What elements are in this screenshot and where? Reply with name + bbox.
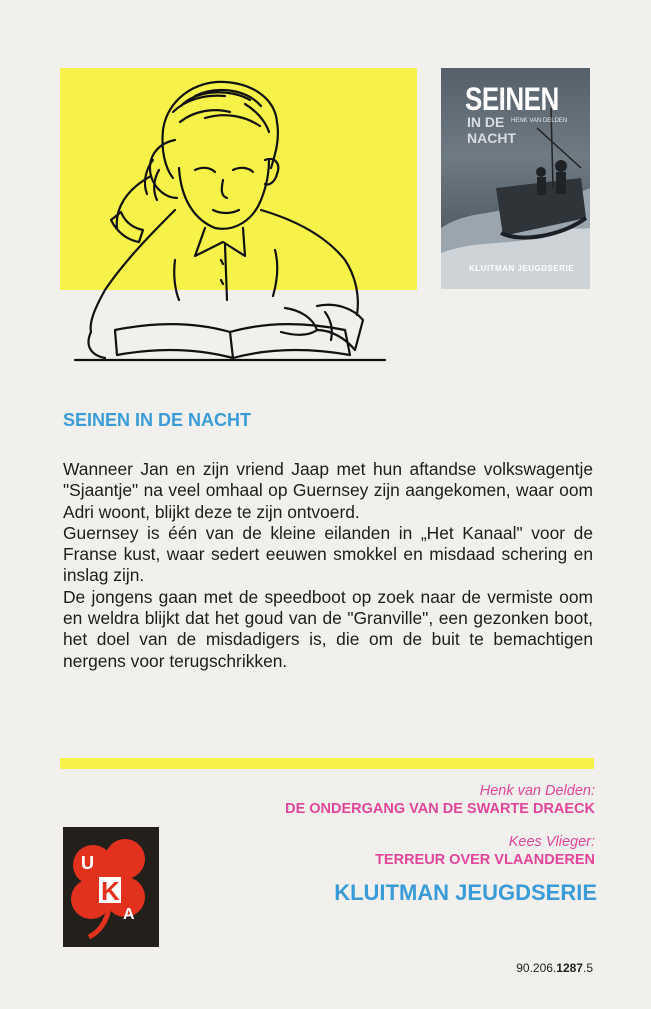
cover-subtitle: IN DE NACHT <box>467 114 516 146</box>
yellow-divider <box>60 758 594 769</box>
cover-thumbnail <box>441 68 590 289</box>
logo-letter-k: K <box>101 876 120 906</box>
other-book-title: DE ONDERGANG VAN DE SWARTE DRAECK <box>285 801 595 817</box>
series-name: KLUITMAN JEUGDSERIE <box>334 880 597 905</box>
cover-publisher: KLUITMAN JEUGDSERIE <box>469 264 575 273</box>
cover-title: SEINEN <box>465 80 559 118</box>
boy-reading-illustration <box>55 60 400 365</box>
isbn-prefix: 90.206. <box>516 961 557 975</box>
description-paragraph: Wanneer Jan en zijn vriend Jaap met hun aftandse volkswagentje "Sjaantje" na veel omhaal op Guernsey zijn aangekomen, waar oom Adri woont, blijkt deze te zijn ontvoerd. <box>63 459 593 522</box>
other-book-author: Henk van Delden: <box>479 783 595 799</box>
isbn-bold: 1287 <box>556 961 583 975</box>
clover-icon <box>63 827 159 947</box>
logo-letter-a: A <box>123 906 135 923</box>
book-title: SEINEN IN DE NACHT <box>63 410 252 430</box>
other-book-title: TERREUR OVER VLAANDEREN <box>375 852 595 868</box>
logo-letter-u: U <box>81 853 94 873</box>
other-books-list <box>285 782 595 884</box>
isbn-number <box>516 961 593 975</box>
uka-clover-logo <box>63 827 159 947</box>
cover-author: HENK VAN DELDEN <box>511 118 568 124</box>
isbn-suffix: .5 <box>582 961 593 975</box>
description-paragraph: De jongens gaan met de speedboot op zoek naar de vermiste oom en weldra blijkt dat het goud van de "Granville", een gezonken boot, het doel van de misdadigers is, die om de buit te bemachtigen nergens voor terugschrikken. <box>63 586 593 671</box>
other-book-author: Kees Vlieger: <box>508 834 595 850</box>
description-paragraph: Guernsey is één van de kleine eilanden in „Het Kanaal" voor de Franse kust, waar sedert eeuwen smokkel en misdaad schering en inslag zijn. <box>63 522 593 586</box>
book-description <box>63 459 593 672</box>
